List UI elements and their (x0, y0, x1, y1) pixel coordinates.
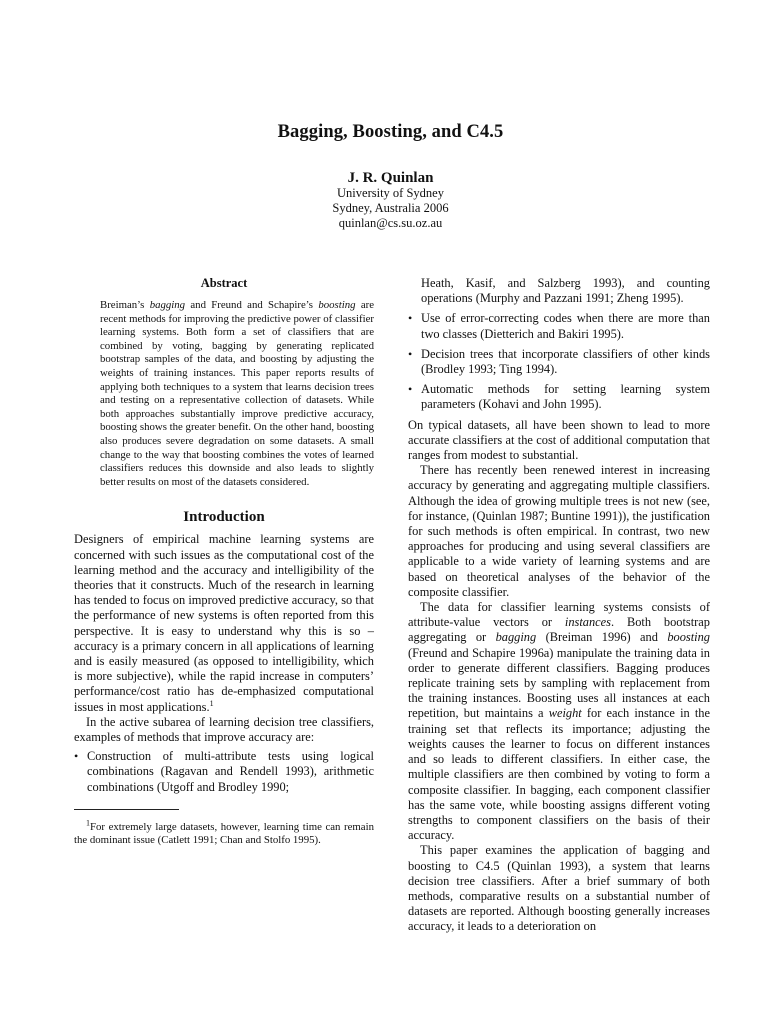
footnote-number: 1 (86, 817, 90, 827)
paragraph-text: (Breiman 1996) and (536, 630, 668, 645)
bullet-icon: • (74, 749, 79, 764)
list-item-text: Automatic methods for setting learning system parameters (Kohavi and John 1995). (421, 382, 710, 412)
list-item-text: Decision trees that incorporate classifiers of other kinds (Brodley 1993; Ting 1994). (421, 346, 710, 377)
affiliation-line: University of Sydney (337, 186, 444, 200)
paragraph-text: . Both bootstrap aggregating or (408, 615, 710, 645)
abstract-text (100, 299, 374, 489)
emphasis-text: weight (548, 706, 582, 721)
intro-paragraph (74, 532, 374, 714)
right-column (408, 276, 710, 935)
footnote-marker[interactable]: 1 (209, 698, 214, 708)
abstract-text-run: Breiman’s (100, 299, 150, 311)
body-paragraph: This paper examines the application of bagging and boosting to C4.5 (Quinlan 1993), a system that learns decision tree classifiers. After a brief summary of both methods, comparative results on a substantial number of datasets are reported. Although boosting generally increases accuracy, it leads to a deterioration on (408, 843, 710, 934)
footnote (74, 817, 374, 848)
paragraph-text: The data for classifier learning systems consists of attribute-value vectors or (408, 600, 710, 630)
list-item-text: Construction of multi-attribute tests using logical combinations (Ragavan and Rendell 1993), arithmetic combinations (Utgoff and Brodley 1990; (87, 749, 374, 794)
intro-paragraph: In the active subarea of learning decision tree classifiers, examples of methods that improve accuracy are: (74, 714, 374, 744)
list-item (408, 382, 710, 412)
paper-title: Bagging, Boosting, and C4.5 (277, 122, 504, 142)
author-affiliation (0, 186, 781, 231)
emphasis-text: bagging (495, 630, 537, 645)
footnote-text: For extremely large datasets, however, learning time can remain the dominant issue (Catlett 1991; Chan and Stolfo 1995). (74, 820, 374, 846)
paragraph-text: (Freund and Schapire 1996a) manipulate the training data in order to generate different classifiers. Bagging produces replicate training sets by sampling with replacement from the training instances. Boosting uses all instances at each repetition, but maintains a (408, 645, 710, 721)
abstract-text-run: and Freund and Schapire’s (185, 299, 319, 311)
bullet-icon: • (408, 311, 413, 326)
footnote-divider (74, 809, 179, 810)
emphasis-text: instances (564, 615, 611, 630)
abstract-text-run: are recent methods for improving the predictive power of classifier learning systems. Both form a set of classifiers that are combined by voting, bagging by generating replicated bootstrap samples of the data, and boosting by adjusting the weights of training instances. This paper reports results of applying both techniques to a system that learns decision trees and testing on a representative collection of datasets. While both approaches substantially improve predictive accuracy, boosting shows the greater benefit. On the other hand, boosting also produces severe degradation on some datasets. A small change to the way that boosting combines the votes of learned classifiers reduces this downside and also leads to slightly better results on most of the datasets considered. (100, 299, 374, 488)
body-paragraph: There has recently been renewed interest in increasing accuracy by generating and aggregating multiple classifiers. Although the idea of growing multiple trees is not new (see, for instance, (Quinlan 1987; Buntine 1991)), the justification for such methods is often empirical. In contrast, two new approaches for producing and using several classifiers are applicable to a wide variety of learning systems and are based on theoretical analyses of the behavior of the composite classifier. (408, 463, 710, 599)
abstract-heading: Abstract (200, 276, 248, 290)
paragraph-text: Designers of empirical machine learning systems are concerned with such issues as the computational cost of the learning method and the accuracy and intelligibility of the theories that it constructs. Much of the research in learning has tended to focus on improved predictive accuracy, so that the performance of new systems is often reported from this perspective. It is easy to understand why this is so – accuracy is a primary concern in all applications of learning and is easily measured (as opposed to intelligibility, which is more subjective), while the rapid increase in computers’ performance/cost ratio has de-emphasized computational issues in most applications. (74, 532, 374, 714)
body-paragraph: On typical datasets, all have been shown to lead to more accurate classifiers at the cost of additional computation that ranges from modest to substantial. (408, 417, 710, 463)
abstract-emphasis: boosting (318, 299, 356, 311)
methods-list-continued (408, 276, 710, 413)
list-item-text: Heath, Kasif, and Salzberg 1993), and counting operations (Murphy and Pazzani 1991; Zheng 1995). (421, 276, 710, 306)
affiliation-line: Sydney, Australia 2006 (332, 201, 449, 215)
list-item-continued (408, 276, 710, 306)
list-item (74, 749, 374, 795)
list-item-text: Use of error-correcting codes when there are more than two classes (Dietterich and Bakiri 1995). (421, 311, 710, 341)
list-item (408, 311, 710, 341)
abstract-emphasis: bagging (149, 299, 186, 311)
left-column (74, 276, 374, 858)
author-name: J. R. Quinlan (347, 170, 434, 186)
list-item (408, 347, 710, 377)
methods-list (74, 749, 374, 795)
author-email: quinlan@cs.su.oz.au (338, 216, 443, 230)
bullet-icon: • (408, 346, 413, 361)
section-heading-introduction: Introduction (183, 509, 265, 526)
body-paragraph (408, 600, 710, 843)
bullet-icon: • (408, 382, 413, 397)
paragraph-text: for each instance in the training set that reflects its importance; adjusting the weights causes the learner to focus on different instances and so leads to different classifiers. In either case, the multiple classifiers are then combined by voting to form a composite classifier. In bagging, each component classifier has the same vote, while boosting assigns different voting strengths to component classifiers on the basis of their accuracy. (408, 706, 710, 843)
emphasis-text: boosting (667, 630, 710, 645)
